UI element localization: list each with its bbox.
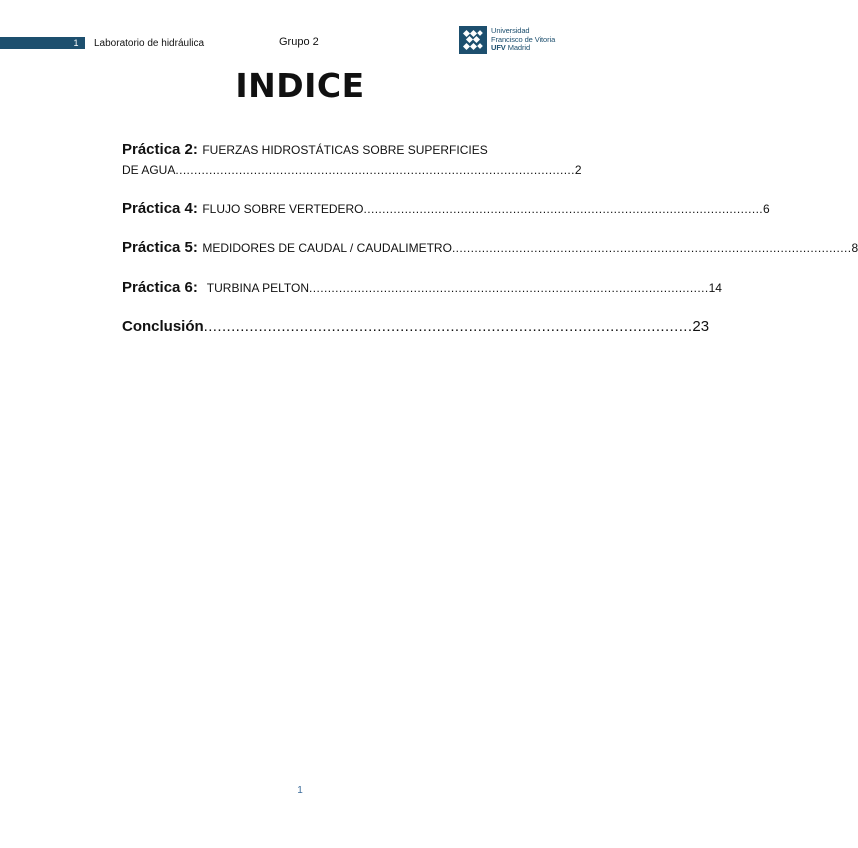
toc-leader-dots: ...........................................................................................................: [363, 202, 764, 216]
header-group: Grupo 2: [279, 36, 319, 48]
toc-entry-page: 23: [692, 318, 710, 335]
toc-entry-label: Práctica 4:: [122, 200, 198, 217]
toc-entry-text-continued: DE AGUA: [122, 163, 176, 177]
logo-wordmark: [491, 27, 555, 53]
toc-entry-text: FUERZAS HIDROSTÁTICAS SOBRE SUPERFICIES: [202, 143, 488, 157]
toc-leader-dots: ...........................................................................................................: [309, 281, 709, 295]
toc-entry-label: Conclusión: [122, 318, 204, 335]
logo-madrid: Madrid: [507, 43, 531, 53]
page-title: INDICE: [235, 66, 365, 105]
toc-entry-page: 14: [708, 281, 722, 295]
toc-entry-page: 6: [763, 202, 770, 216]
toc-entry-text: FLUJO SOBRE VERTEDERO: [202, 202, 364, 216]
ufv-logo-icon: [459, 26, 487, 54]
toc-entry-label: Práctica 2:: [122, 141, 198, 158]
logo-line-1: Universidad: [491, 26, 530, 36]
toc-entry-label: Práctica 5:: [122, 239, 198, 256]
toc-entry[interactable]: [122, 140, 582, 180]
toc-entry[interactable]: [122, 317, 710, 337]
toc-leader-dots: ...........................................................................................................: [203, 318, 693, 335]
toc-entry-text: TURBINA PELTON: [206, 281, 310, 295]
toc-leader-dots: ...........................................................................................................: [451, 241, 852, 255]
university-logo: [459, 24, 571, 56]
footer-page-number: 1: [297, 785, 303, 796]
logo-line-2: Francisco de Vitoria: [491, 34, 556, 44]
logo-line-3: [491, 44, 555, 53]
toc-entry-label: Práctica 6:: [122, 279, 198, 296]
header-page-number: 1: [73, 38, 79, 48]
toc-entry[interactable]: [122, 278, 722, 298]
header-title: Laboratorio de hidráulica: [94, 38, 205, 49]
toc-entry-page: 2: [574, 163, 582, 177]
toc-leader-dots: ...........................................................................................................: [175, 163, 575, 177]
toc-entry-text: MEDIDORES DE CAUDAL / CAUDALIMETRO: [202, 241, 452, 255]
toc-entry[interactable]: [122, 238, 858, 258]
toc-entry-page: 8: [851, 241, 858, 255]
toc-entry[interactable]: [122, 199, 770, 219]
logo-ufv: UFV: [491, 43, 506, 53]
